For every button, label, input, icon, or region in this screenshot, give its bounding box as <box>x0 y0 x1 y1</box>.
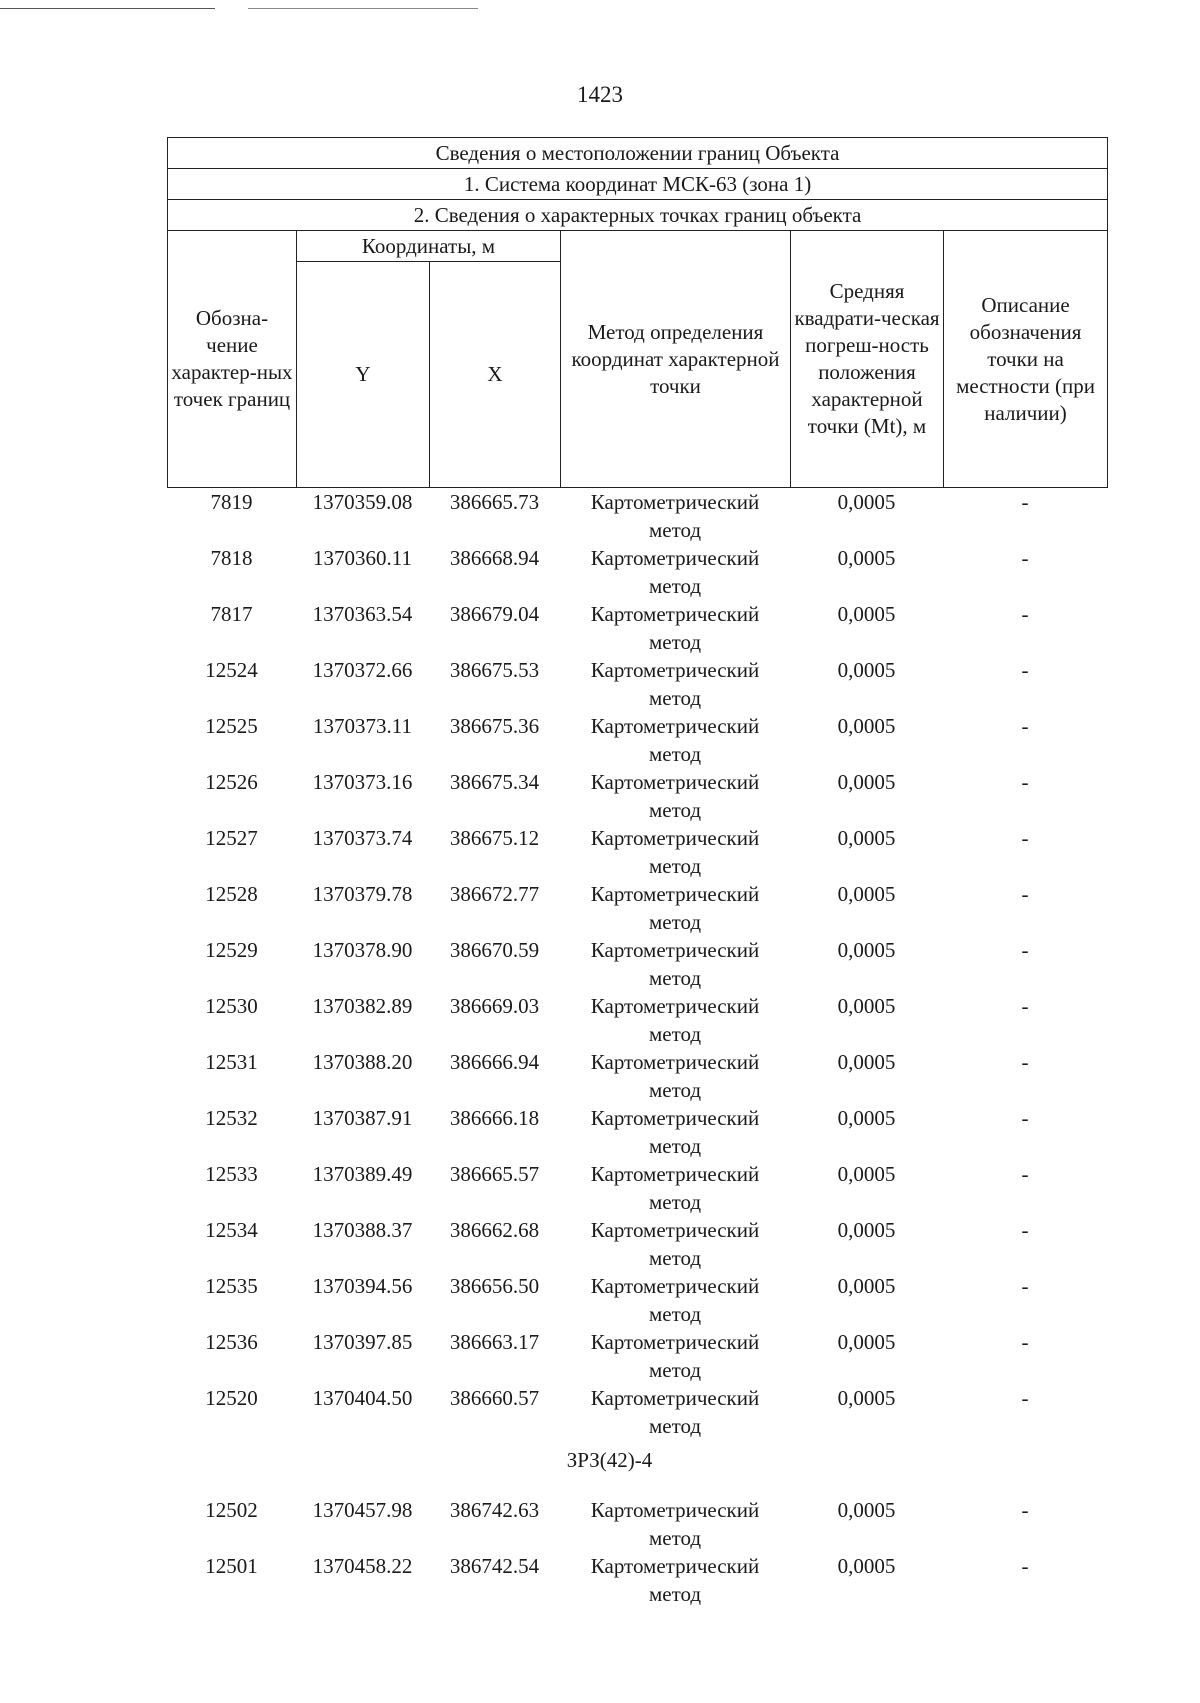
coordinate-system: 1. Система координат МСК-63 (зона 1) <box>168 169 1108 200</box>
col-header-error: Средняя квадрати-ческая погреш-ность положения характерной точки (Mt), м <box>791 231 944 488</box>
method <box>560 880 790 936</box>
point-id: 12531 <box>205 1050 258 1074</box>
scan-edge-line-right <box>248 8 478 9</box>
table-title: Сведения о местоположении границ Объекта <box>168 138 1108 169</box>
coord-y: 1370379.78 <box>312 882 413 906</box>
point-id: 12534 <box>205 1218 258 1242</box>
method-line-2: метод <box>648 574 702 598</box>
method <box>560 600 790 656</box>
coord-y: 1370360.11 <box>313 546 412 570</box>
table-row <box>167 880 1107 936</box>
method-line-1: Картометрический <box>590 1274 760 1298</box>
method <box>560 544 790 600</box>
coord-x: 386665.57 <box>449 1162 540 1186</box>
coord-x: 386670.59 <box>449 938 540 962</box>
error-value: 0,0005 <box>837 1498 896 1522</box>
method-line-2: метод <box>648 1582 702 1606</box>
coord-y: 1370378.90 <box>312 938 413 962</box>
error-value: 0,0005 <box>837 658 896 682</box>
method-line-2: метод <box>648 966 702 990</box>
coord-y: 1370388.37 <box>312 1218 413 1242</box>
method-line-2: метод <box>648 1190 702 1214</box>
method-line-1: Картометрический <box>590 658 760 682</box>
method-line-2: метод <box>648 1302 702 1326</box>
coord-y: 1370373.11 <box>313 714 412 738</box>
method <box>560 992 790 1048</box>
method <box>560 936 790 992</box>
coord-x: 386666.18 <box>449 1106 540 1130</box>
method <box>560 712 790 768</box>
method-line-2: метод <box>648 1078 702 1102</box>
coord-x: 386675.53 <box>449 658 540 682</box>
point-id: 12526 <box>205 770 258 794</box>
table-row <box>167 1160 1107 1216</box>
error-value: 0,0005 <box>837 1050 896 1074</box>
coord-x: 386742.54 <box>449 1554 540 1578</box>
coord-y: 1370457.98 <box>312 1498 413 1522</box>
method-line-1: Картометрический <box>590 1218 760 1242</box>
description: - <box>1021 490 1029 514</box>
error-value: 0,0005 <box>837 1162 896 1186</box>
description: - <box>1021 1162 1029 1186</box>
section-title: 2. Сведения о характерных точках границ объекта <box>168 200 1108 231</box>
method <box>560 1048 790 1104</box>
method-line-2: метод <box>648 854 702 878</box>
col-header-point-id: Обозна-чение характер-ных точек границ <box>168 231 297 488</box>
method-line-2: метод <box>648 742 702 766</box>
description: - <box>1021 1050 1029 1074</box>
method-line-2: метод <box>648 1022 702 1046</box>
table-row <box>167 1104 1107 1160</box>
description: - <box>1021 1106 1029 1130</box>
table-row <box>167 768 1107 824</box>
description: - <box>1021 1554 1029 1578</box>
method <box>560 1104 790 1160</box>
description: - <box>1021 546 1029 570</box>
method-line-2: метод <box>648 1358 702 1382</box>
table-row <box>167 824 1107 880</box>
method-line-1: Картометрический <box>590 602 760 626</box>
page-number: 1423 <box>577 82 623 107</box>
description: - <box>1021 994 1029 1018</box>
description: - <box>1021 1218 1029 1242</box>
coord-x: 386663.17 <box>449 1330 540 1354</box>
col-header-y: Y <box>297 262 430 488</box>
coord-x: 386665.73 <box>449 490 540 514</box>
method-line-1: Картометрический <box>590 882 760 906</box>
method-line-1: Картометрический <box>590 826 760 850</box>
point-id: 12533 <box>205 1162 258 1186</box>
coord-y: 1370397.85 <box>312 1330 413 1354</box>
point-id: 12520 <box>205 1386 258 1410</box>
point-id: 12502 <box>205 1498 258 1522</box>
point-id: 12527 <box>205 826 258 850</box>
method-line-1: Картометрический <box>590 994 760 1018</box>
description: - <box>1021 602 1029 626</box>
coord-x: 386679.04 <box>449 602 540 626</box>
boundary-header-table <box>167 137 1108 488</box>
table-row <box>167 1552 1107 1608</box>
coord-x: 386662.68 <box>449 1218 540 1242</box>
method <box>560 1496 790 1552</box>
method-line-1: Картометрический <box>590 714 760 738</box>
description: - <box>1021 826 1029 850</box>
point-id: 12501 <box>205 1554 258 1578</box>
coord-y: 1370363.54 <box>312 602 413 626</box>
description: - <box>1021 882 1029 906</box>
description: - <box>1021 1274 1029 1298</box>
error-value: 0,0005 <box>837 882 896 906</box>
method-line-2: метод <box>648 1414 702 1438</box>
error-value: 0,0005 <box>837 546 896 570</box>
method <box>560 768 790 824</box>
method-line-1: Картометрический <box>590 1330 760 1354</box>
method <box>560 1216 790 1272</box>
method-line-2: метод <box>648 518 702 542</box>
description: - <box>1021 1498 1029 1522</box>
coord-x: 386666.94 <box>449 1050 540 1074</box>
method-line-2: метод <box>648 1246 702 1270</box>
method <box>560 1384 790 1440</box>
error-value: 0,0005 <box>837 1330 896 1354</box>
coord-y: 1370394.56 <box>312 1274 413 1298</box>
method-line-1: Картометрический <box>590 770 760 794</box>
col-header-coordinates: Координаты, м <box>297 231 561 262</box>
description: - <box>1021 714 1029 738</box>
col-header-method: Метод определения координат характерной точки <box>561 231 791 488</box>
coord-y: 1370388.20 <box>312 1050 413 1074</box>
method-line-2: метод <box>648 798 702 822</box>
error-value: 0,0005 <box>837 770 896 794</box>
table-row <box>167 1384 1107 1440</box>
coord-x: 386742.63 <box>449 1498 540 1522</box>
point-id: 12535 <box>205 1274 258 1298</box>
error-value: 0,0005 <box>837 826 896 850</box>
error-value: 0,0005 <box>837 1554 896 1578</box>
method-line-1: Картометрический <box>590 938 760 962</box>
description: - <box>1021 938 1029 962</box>
error-value: 0,0005 <box>837 994 896 1018</box>
method-line-1: Картометрический <box>590 546 760 570</box>
section-label: ЗРЗ(42)-4 <box>566 1448 653 1472</box>
coord-x: 386668.94 <box>449 546 540 570</box>
error-value: 0,0005 <box>837 490 896 514</box>
method-line-2: метод <box>648 1134 702 1158</box>
error-value: 0,0005 <box>837 1218 896 1242</box>
scan-edge-line-left <box>0 8 215 9</box>
coord-y: 1370458.22 <box>312 1554 413 1578</box>
table-row <box>167 600 1107 656</box>
method <box>560 1328 790 1384</box>
method <box>560 1160 790 1216</box>
coord-x: 386656.50 <box>449 1274 540 1298</box>
point-id: 12528 <box>205 882 258 906</box>
point-id: 12525 <box>205 714 258 738</box>
method-line-2: метод <box>648 686 702 710</box>
method-line-1: Картометрический <box>590 1106 760 1130</box>
method-line-1: Картометрический <box>590 1050 760 1074</box>
point-id: 12530 <box>205 994 258 1018</box>
method-line-1: Картометрический <box>590 1162 760 1186</box>
error-value: 0,0005 <box>837 1106 896 1130</box>
coord-y: 1370373.74 <box>312 826 413 850</box>
coord-x: 386675.36 <box>449 714 540 738</box>
coord-x: 386660.57 <box>449 1386 540 1410</box>
method <box>560 1552 790 1608</box>
coord-x: 386675.12 <box>449 826 540 850</box>
table-row <box>167 936 1107 992</box>
error-value: 0,0005 <box>837 1274 896 1298</box>
table-row <box>167 712 1107 768</box>
coord-x: 386672.77 <box>449 882 540 906</box>
method <box>560 824 790 880</box>
point-id: 7817 <box>210 602 253 626</box>
table-row <box>167 1272 1107 1328</box>
col-header-x: X <box>430 262 561 488</box>
coord-y: 1370387.91 <box>312 1106 413 1130</box>
description: - <box>1021 1330 1029 1354</box>
col-header-description: Описание обозначения точки на местности (при наличии) <box>944 231 1108 488</box>
error-value: 0,0005 <box>837 1386 896 1410</box>
coord-x: 386675.34 <box>449 770 540 794</box>
table-row <box>167 656 1107 712</box>
table-row <box>167 1328 1107 1384</box>
method-line-1: Картометрический <box>590 1498 760 1522</box>
coord-x: 386669.03 <box>449 994 540 1018</box>
table-row <box>167 1496 1107 1552</box>
description: - <box>1021 1386 1029 1410</box>
method-line-1: Картометрический <box>590 1554 760 1578</box>
table-row <box>167 544 1107 600</box>
error-value: 0,0005 <box>837 714 896 738</box>
table-row <box>167 1048 1107 1104</box>
coord-y: 1370404.50 <box>312 1386 413 1410</box>
error-value: 0,0005 <box>837 602 896 626</box>
coord-y: 1370373.16 <box>312 770 413 794</box>
method-line-1: Картометрический <box>590 1386 760 1410</box>
method-line-2: метод <box>648 910 702 934</box>
coord-y: 1370372.66 <box>312 658 413 682</box>
description: - <box>1021 770 1029 794</box>
method-line-1: Картометрический <box>590 490 760 514</box>
table-row <box>167 992 1107 1048</box>
method <box>560 1272 790 1328</box>
description: - <box>1021 658 1029 682</box>
data-rows <box>167 488 1107 1608</box>
coord-y: 1370382.89 <box>312 994 413 1018</box>
coord-y: 1370359.08 <box>312 490 413 514</box>
point-id: 12524 <box>205 658 258 682</box>
method <box>560 488 790 544</box>
point-id: 7819 <box>210 490 253 514</box>
point-id: 12532 <box>205 1106 258 1130</box>
method-line-2: метод <box>648 630 702 654</box>
coord-y: 1370389.49 <box>312 1162 413 1186</box>
point-id: 12536 <box>205 1330 258 1354</box>
method-line-2: метод <box>648 1526 702 1550</box>
method <box>560 656 790 712</box>
table-row <box>167 488 1107 544</box>
error-value: 0,0005 <box>837 938 896 962</box>
point-id: 7818 <box>210 546 253 570</box>
point-id: 12529 <box>205 938 258 962</box>
table-row <box>167 1216 1107 1272</box>
